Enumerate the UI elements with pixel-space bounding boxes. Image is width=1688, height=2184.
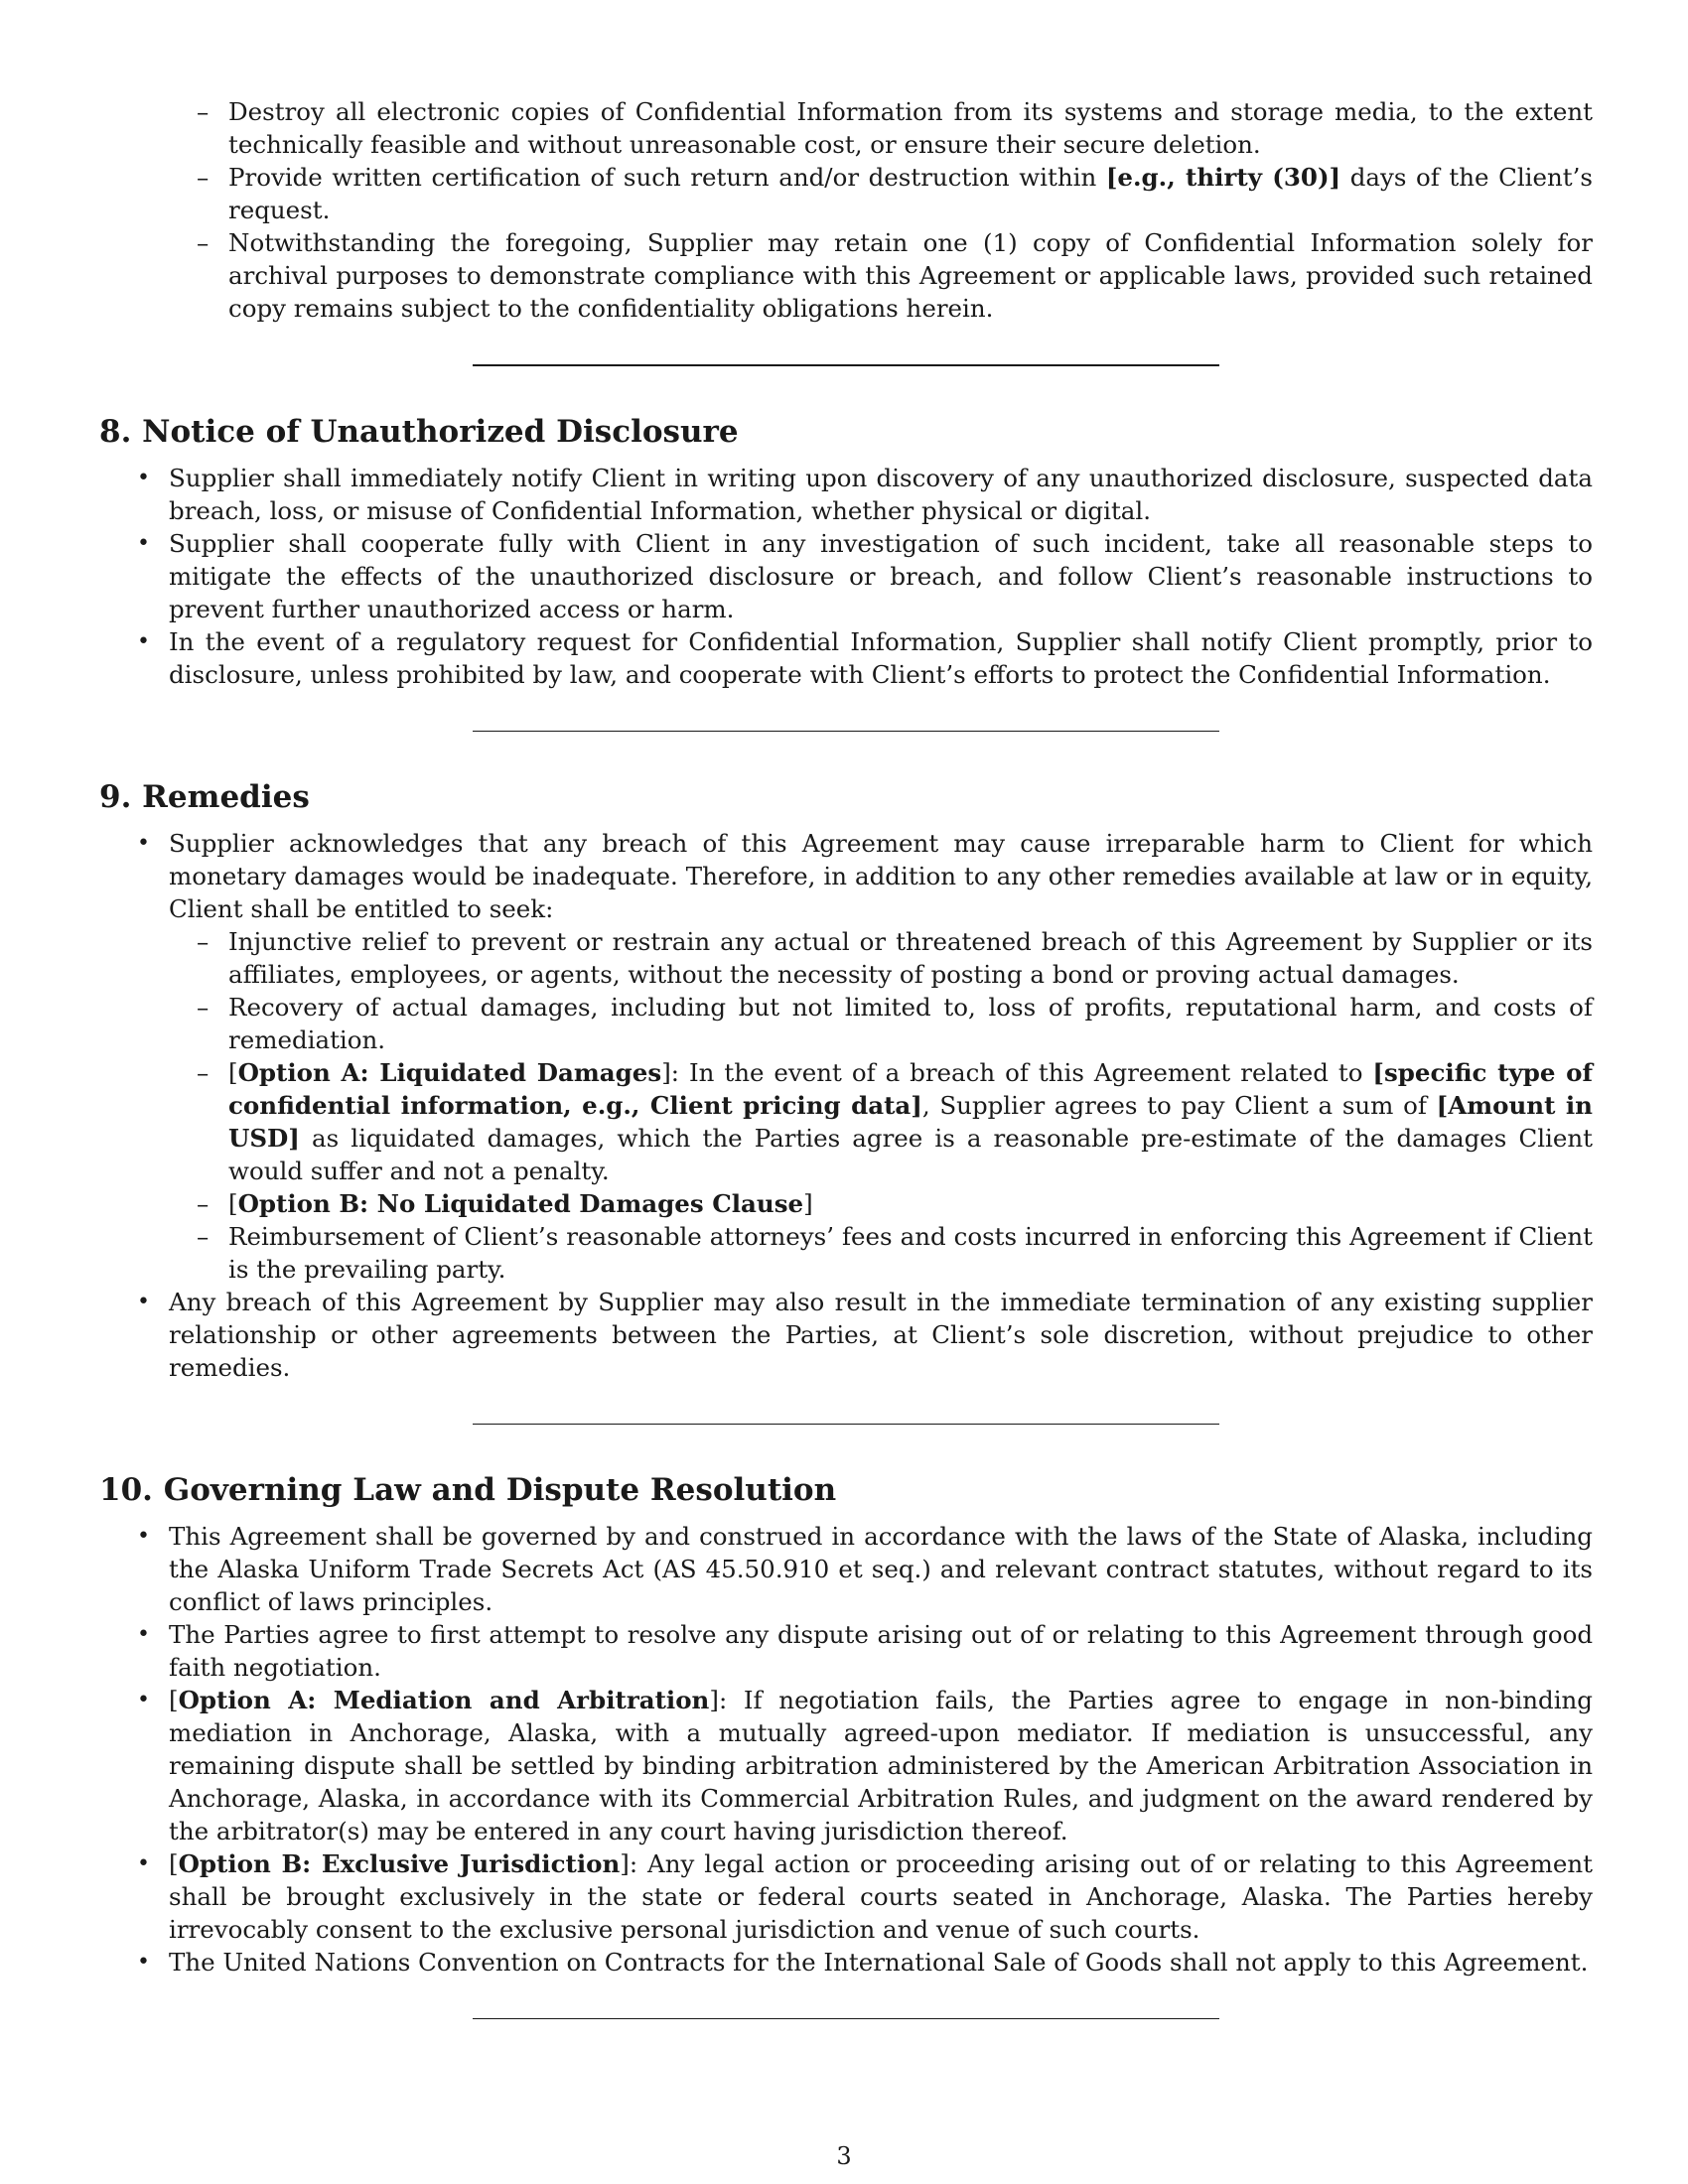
- section-divider: [473, 2018, 1219, 2019]
- section-title: Remedies: [142, 779, 310, 815]
- section-8-heading: [99, 412, 1593, 452]
- list-item: – Provide written certification of such return and/or destruction within [e.g., thirty (30)] days of the Client’s request.: [99, 161, 1593, 226]
- list-item: • In the event of a regulatory request for Confidential Information, Supplier shall notify Client promptly, prior to disclosure, unless prohibited by law, and cooperate with Client’s efforts to protect the Confidential Information.: [99, 625, 1593, 691]
- list-item: • The Parties agree to first attempt to resolve any dispute arising out of or relating to this Agreement through good faith negotiation.: [99, 1618, 1593, 1684]
- section-title: Notice of Unauthorized Disclosure: [142, 414, 739, 450]
- section-number: 9.: [99, 779, 132, 815]
- list-item: • This Agreement shall be governed by and construed in accordance with the laws of the State of Alaska, including the Alaska Uniform Trade Secrets Act (AS 45.50.910 et seq.) and relevant contract statutes, without regard to its conflict of laws principles.: [99, 1520, 1593, 1618]
- list-item: • [Option A: Mediation and Arbitration]: If negotiation fails, the Parties agree to engage in non-binding mediation in Anchorage, Alaska, with a mutually agreed-upon mediator. If mediation is unsuccessful, any remaining dispute shall be settled by binding arbitration administered by the American Arbitration Association in Anchorage, Alaska, in accordance with its Commercial Arbitration Rules, and judgment on the award rendered by the arbitrator(s) may be entered in any court having jurisdiction thereof.: [99, 1684, 1593, 1847]
- list-item: – Recovery of actual damages, including but not limited to, loss of profits, reputational harm, and costs of remediation.: [169, 991, 1593, 1056]
- list-item: • Any breach of this Agreement by Supplier may also result in the immediate termination of any existing supplier relationship or other agreements between the Parties, at Client’s sole discretion, without prejudice to other remedies.: [99, 1286, 1593, 1384]
- page-number: 3: [836, 2142, 852, 2170]
- section-number: 10.: [99, 1472, 153, 1508]
- section-divider: [473, 731, 1219, 732]
- section-10-heading: [99, 1470, 1593, 1510]
- section-9-heading: [99, 777, 1593, 817]
- document-page: [99, 95, 1593, 2019]
- list-item: • Supplier shall immediately notify Client in writing upon discovery of any unauthorized disclosure, suspected data breach, loss, or misuse of Confidential Information, whether physical or digital.: [99, 462, 1593, 527]
- section-divider: [473, 1424, 1219, 1425]
- section-9-list: [99, 827, 1593, 1384]
- section-10-list: [99, 1520, 1593, 1979]
- list-item: • The United Nations Convention on Contracts for the International Sale of Goods shall not apply to this Agreement.: [99, 1946, 1593, 1979]
- list-item: • [Option B: Exclusive Jurisdiction]: Any legal action or proceeding arising out of or relating to this Agreement shall be brought exclusively in the state or federal courts seated in Anchorage, Alaska. The Parties hereby irrevocably consent to the exclusive personal jurisdiction and venue of such courts.: [99, 1847, 1593, 1946]
- section-title: Governing Law and Dispute Resolution: [163, 1472, 837, 1508]
- remedies-intro: Supplier acknowledges that any breach of this Agreement may cause irreparable harm to Client for which monetary damages would be inadequate. Therefore, in addition to any other remedies available at law or in equity, Client shall be entitled to seek:: [169, 829, 1593, 923]
- section-number: 8.: [99, 414, 132, 450]
- list-item: – Reimbursement of Client’s reasonable attorneys’ fees and costs incurred in enforcing this Agreement if Client is the prevailing party.: [169, 1220, 1593, 1286]
- list-item: • Supplier shall cooperate fully with Client in any investigation of such incident, take all reasonable steps to mitigate the effects of the unauthorized disclosure or breach, and follow Client’s reasonable instructions to prevent further unauthorized access or harm.: [99, 527, 1593, 625]
- continuation-list: [99, 95, 1593, 325]
- section-divider: [473, 364, 1219, 366]
- list-item: – [Option B: No Liquidated Damages Clause]: [169, 1187, 1593, 1220]
- section-8-list: [99, 462, 1593, 691]
- list-item: – Destroy all electronic copies of Confidential Information from its systems and storage media, to the extent technically feasible and without unreasonable cost, or ensure their secure deletion.: [99, 95, 1593, 161]
- list-item: – [Option A: Liquidated Damages]: In the event of a breach of this Agreement related to [specific type of confidential information, e.g., Client pricing data], Supplier agrees to pay Client a sum of [Amount in USD] as liquidated damages, which the Parties agree is a reasonable pre-estimate of the damages Client would suffer and not a penalty.: [169, 1056, 1593, 1187]
- list-item: – Notwithstanding the foregoing, Supplier may retain one (1) copy of Confidential Information solely for archival purposes to demonstrate compliance with this Agreement or applicable laws, provided such retained copy remains subject to the confidentiality obligations herein.: [99, 226, 1593, 325]
- remedies-sublist: [169, 925, 1593, 1286]
- list-item: [99, 827, 1593, 1286]
- list-item: – Injunctive relief to prevent or restrain any actual or threatened breach of this Agreement by Supplier or its affiliates, employees, or agents, without the necessity of posting a bond or proving actual damages.: [169, 925, 1593, 991]
